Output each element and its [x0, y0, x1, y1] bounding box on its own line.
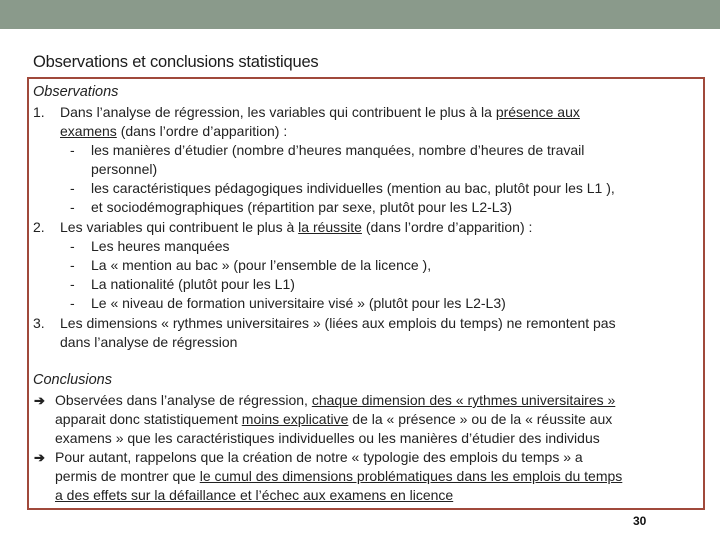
conclusions-heading: Conclusions — [33, 372, 112, 388]
obs-2-sub-4: Le « niveau de formation universitaire visé » (plutôt pour les L2-L3) — [91, 295, 506, 311]
obs-item-2-line1 — [60, 218, 532, 237]
sub-dash: - — [70, 180, 75, 196]
obs-1-sub-2: les caractéristiques pédagogiques individuelles (mention au bac, plutôt pour les L1 ), — [91, 180, 615, 196]
obs-2-sub-1: Les heures manquées — [91, 238, 230, 254]
conclusion-1-line1 — [55, 391, 615, 410]
obs-item-1-underline-2: examens — [60, 123, 117, 139]
conclusion-1-line2 — [55, 410, 612, 429]
obs-item-1-line2 — [60, 122, 287, 141]
sub-dash: - — [70, 199, 75, 215]
obs-item-1-number: 1. — [33, 104, 45, 120]
obs-item-1-line1 — [60, 103, 580, 122]
obs-item-1-text-2: (dans l’ordre d’apparition) : — [116, 123, 288, 139]
obs-item-3-line2: dans l’analyse de régression — [60, 334, 238, 350]
obs-item-1-underline: présence aux — [495, 104, 580, 120]
top-banner — [0, 0, 720, 29]
conclusion-1-line3: examens » que les caractéristiques individuelles ou les manières d’étudier des individus — [55, 430, 600, 446]
sub-dash: - — [70, 238, 75, 254]
slide-title: Observations et conclusions statistiques — [33, 53, 319, 71]
sub-dash: - — [70, 257, 75, 273]
conclusion-1-text-3: de la « présence » ou de la « réussite aux — [348, 411, 613, 427]
sub-dash: - — [70, 142, 75, 158]
obs-2-sub-3: La nationalité (plutôt pour les L1) — [91, 276, 295, 292]
conclusion-2-line2 — [55, 467, 622, 486]
obs-item-2-number: 2. — [33, 219, 45, 235]
obs-item-2-underline: la réussite — [298, 219, 362, 235]
conclusion-1-underline: chaque dimension des « rythmes universitaires » — [311, 392, 616, 408]
conclusion-1-text-2: apparait donc statistiquement — [55, 411, 242, 427]
obs-item-3-number: 3. — [33, 315, 45, 331]
conclusion-1-underline-2: moins explicative — [241, 411, 349, 427]
sub-dash: - — [70, 276, 75, 292]
obs-1-sub-3: et sociodémographiques (répartition par sexe, plutôt pour les L2-L3) — [91, 199, 513, 215]
obs-item-2-text: Les variables qui contribuent le plus à — [60, 219, 299, 235]
conclusion-2-line1: Pour autant, rappelons que la création de notre « typologie des emplois du temps » a — [55, 449, 583, 465]
conclusion-2-line3: a des effets sur la défaillance et l’échec aux examens en licence — [55, 487, 454, 503]
conclusion-2-underline: le cumul des dimensions problématiques dans les emplois du temps — [199, 468, 623, 484]
page-number: 30 — [633, 514, 647, 528]
arrow-right-icon: ➔ — [34, 393, 45, 408]
observations-heading: Observations — [33, 84, 119, 100]
obs-2-sub-2: La « mention au bac » (pour l’ensemble de la licence ), — [91, 257, 432, 273]
obs-item-2-text-2: (dans l’ordre d’apparition) : — [361, 219, 533, 235]
obs-item-1-text: Dans l’analyse de régression, les variables qui contribuent le plus à la — [60, 104, 496, 120]
obs-item-3-line1: Les dimensions « rythmes universitaires » (liées aux emplois du temps) ne remontent pas — [60, 315, 616, 331]
conclusion-1-text: Observées dans l’analyse de régression, — [55, 392, 312, 408]
obs-1-sub-1-cont: personnel) — [91, 161, 158, 177]
obs-1-sub-1: les manières d’étudier (nombre d’heures manquées, nombre d’heures de travail — [91, 142, 585, 158]
conclusion-2-text: permis de montrer que — [55, 468, 200, 484]
sub-dash: - — [70, 295, 75, 311]
arrow-right-icon: ➔ — [34, 450, 45, 465]
